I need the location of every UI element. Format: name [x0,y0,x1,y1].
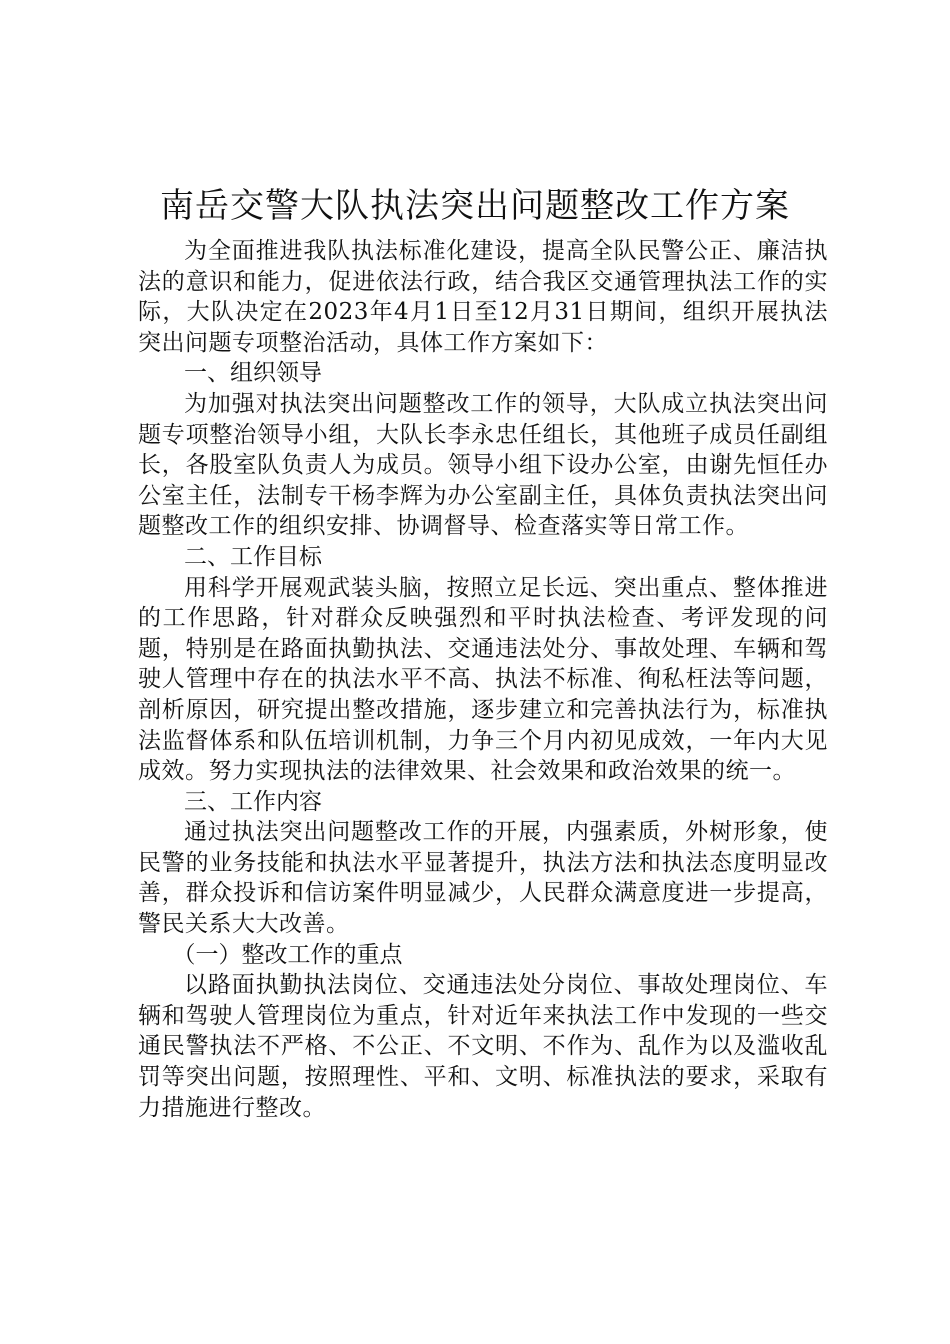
section-paragraph-organization: 为加强对执法突出问题整改工作的领导，大队成立执法突出问题专项整治领导小组，大队长李永忠任组长，其他班子成员任副组长，各股室队负责人为成员。领导小组下设办公室，由谢先恒任办公室主任，法制专干杨李辉为办公室副主任，具体负责执法突出问题整改工作的组织安排、协调督导、检查落实等日常工作。 [138,390,828,540]
document-body [138,236,828,1123]
section-heading-goals: 二、工作目标 [184,543,322,570]
section-paragraph-content: 通过执法突出问题整改工作的开展，内强素质，外树形象，使民警的业务技能和执法水平显著提升，执法方法和执法态度明显改善，群众投诉和信访案件明显减少，人民群众满意度进一步提高，警民关系大大改善。 [138,819,828,938]
subsection-paragraph-focus: 以路面执勤执法岗位、交通违法处分岗位、事故处理岗位、车辆和驾驶人管理岗位为重点，针对近年来执法工作中发现的一些交通民警执法不严格、不公正、不文明、不作为、乱作为以及滥收乱罚等突出问题，按照理性、平和、文明、标准执法的要求，采取有力措施进行整改。 [138,972,828,1121]
section-heading-content: 三、工作内容 [184,788,322,815]
intro-paragraph: 为全面推进我队执法标准化建设，提高全队民警公正、廉洁执法的意识和能力，促进依法行政，结合我区交通管理执法工作的实际，大队决定在2023年4月1日至12月31日期间，组织开展执法突出问题专项整治活动，具体工作方案如下： [138,238,828,356]
section-heading-organization: 一、组织领导 [184,360,322,387]
section-paragraph-goals: 用科学开展观武装头脑，按照立足长远、突出重点、整体推进的工作思路，针对群众反映强烈和平时执法检查、考评发现的问题，特别是在路面执勤执法、交通违法处分、事故处理、车辆和驾驶人管理中存在的执法水平不高、执法不标准、徇私枉法等问题，剖析原因，研究提出整改措施，逐步建立和完善执法行为，标准执法监督体系和队伍培训机制，力争三个月内初见成效，一年内大见成效。努力实现执法的法律效果、社会效果和政治效果的统一。 [138,574,828,785]
subsection-heading-focus: （一）整改工作的重点 [172,941,403,968]
document-title: 南岳交警大队执法突出问题整改工作方案 [160,186,790,226]
